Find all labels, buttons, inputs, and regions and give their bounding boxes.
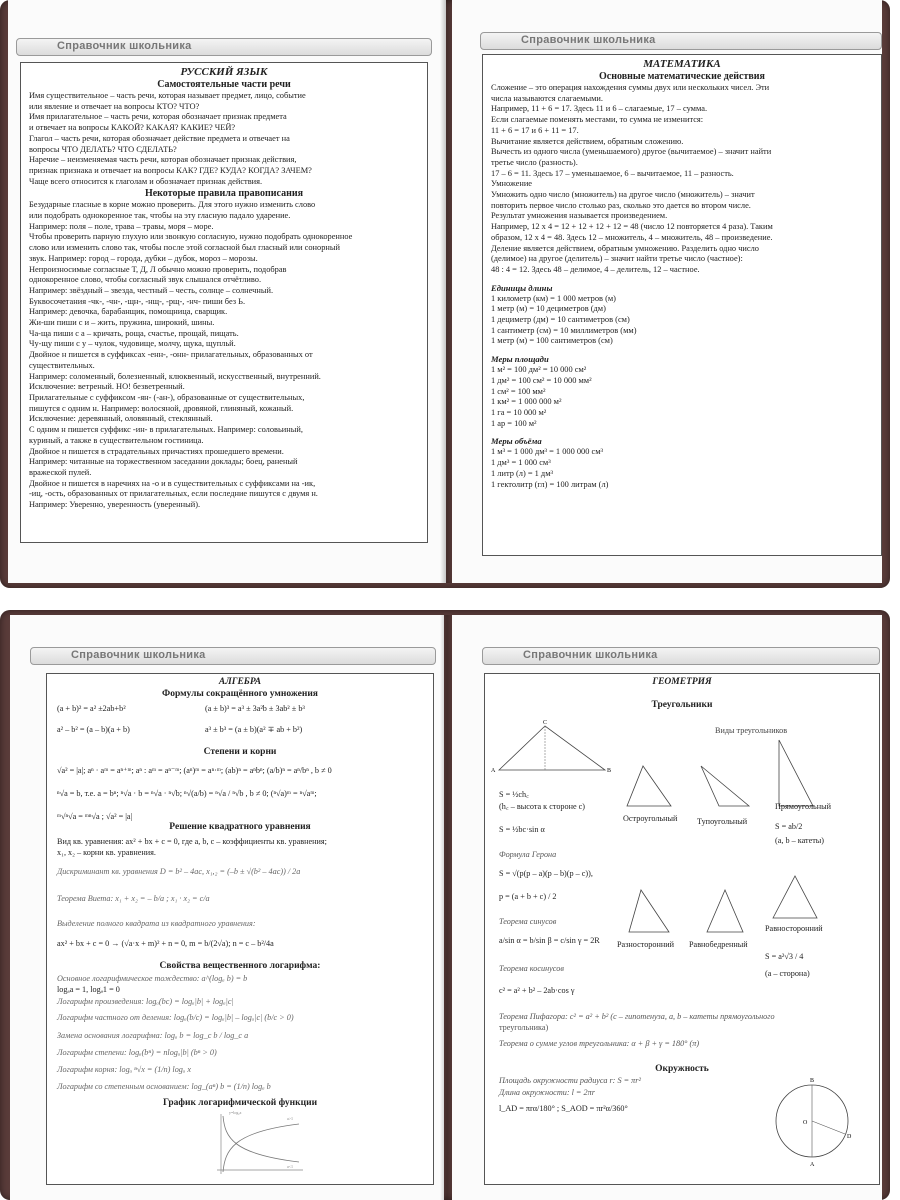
- russian-section: [20, 62, 428, 543]
- text-line: -иц, -ость, образованных от прилагательных, если последние пишутся с двумя н.: [29, 489, 318, 499]
- area-units: [483, 365, 881, 429]
- formula: l_AD = πrα/180° ; S_AOD = πr²α/360°: [499, 1104, 628, 1113]
- subsection-title: Окружность: [655, 1064, 709, 1074]
- triangle-type: Тупоугольный: [697, 817, 748, 826]
- text-line: Вычесть из одного числа (уменьшаемого) другое (вычитаемое) – значит найти: [491, 147, 772, 157]
- text-line: Безударные гласные в корне можно проверить. Для этого нужно изменить слово: [29, 200, 316, 210]
- formula: Дискриминант кв. уравнения D = b² – 4ac, x₁,₂ = (–b ± √(b² – 4ac)) / 2a: [57, 867, 301, 876]
- text-line: 1 гектолитр (гл) = 100 литрам (л): [491, 479, 609, 489]
- point-label: C: [543, 720, 548, 726]
- formula: Логарифм степени: logₐ(bⁿ) = nlogₐ|b| (bⁿ > 0): [57, 1048, 217, 1057]
- page-header: [482, 647, 880, 665]
- text-line: 1 сантиметр (см) = 10 миллиметров (мм): [491, 325, 637, 335]
- formula: Логарифм корня: logₐ ⁿ√x = (1/n) logₐ x: [57, 1065, 191, 1074]
- section-title: ГЕОМЕТРИЯ: [652, 677, 712, 687]
- text-line: 1 километр (км) = 1 000 метров (м): [491, 293, 616, 303]
- subsection-title: Некоторые правила правописания: [144, 188, 304, 200]
- section-title: МАТЕМАТИКА: [643, 58, 721, 70]
- header-text: Справочник школьника: [57, 40, 192, 52]
- formula: ax² + bx + c = 0 → (√a·x + m)² + n = 0, m = b/(2√a); n = c – b²/4a: [57, 939, 274, 948]
- text-line: куриный, а также в существительном гостиница.: [29, 435, 204, 445]
- formula-title: Формула Герона: [499, 850, 557, 859]
- point-label: A: [810, 1162, 815, 1168]
- formula: Площадь окружности радиуса r: S = πr²: [499, 1076, 641, 1085]
- subsection-title: Степени и корни: [203, 747, 277, 757]
- text-line: 1 литр (л) = 1 дм³: [491, 468, 554, 478]
- text-line: Чаще всего относится к глаголам и обозначает признак действия.: [29, 176, 263, 186]
- text-line: и отвечает на вопросы КАКОЙ? КАКАЯ? КАКИЕ? ЧЕЙ?: [29, 123, 236, 133]
- graph-label: a<1: [287, 1164, 294, 1169]
- formula: p = (a + b + c) / 2: [499, 892, 557, 901]
- text-line: Например: девочка, барабанщик, помощница, сварщик.: [29, 307, 228, 317]
- spread-bottom: [0, 610, 900, 1200]
- text-line: Двойное н пишется в наречиях на -о и в существительных с суффиксами на -ик,: [29, 478, 316, 488]
- page-math: [452, 0, 882, 583]
- point-label: A: [491, 768, 496, 774]
- text-line: образом, 12 х 4 = 48. Здесь 12 – множитель, 4 – множитель, 48 – произведение.: [491, 232, 773, 242]
- point-label: D: [847, 1134, 852, 1140]
- formula-title: Теорема косинусов: [499, 964, 564, 973]
- triangle-type: Равносторонний: [765, 924, 823, 933]
- text-line: Прилагательные с суффиксом -ян- (-ан-), образованные от существительных,: [29, 392, 305, 402]
- right-triangle: [775, 738, 815, 808]
- text-line: Деление является действием, обратным умножению. Разделить одно число: [491, 243, 759, 253]
- page-header: [30, 647, 436, 665]
- text-line: или явление и отвечает на вопросы КТО? ЧТО?: [29, 101, 200, 111]
- text-line: Вычитание является действием, обратным сложению.: [491, 136, 684, 146]
- subsection-title: Свойства вещественного логарифма:: [159, 961, 321, 971]
- formula: S = ab/2: [775, 822, 803, 831]
- formula: Замена основания логарифма: logₐ b = log_c b / log_c a: [57, 1031, 249, 1040]
- formula: Логарифм частного от деления: logₐ(b/c) = logₐ|b| – logₐ|c| (b/c > 0): [57, 1013, 294, 1022]
- text-line: однокоренное слово, чтобы согласный звук слышался отчётливо.: [29, 275, 262, 285]
- math-operations: [483, 83, 881, 276]
- formula: Логарифм произведения: logₐ(bc) = logₐ|b| + logₐ|c|: [57, 997, 234, 1006]
- text-line: Умножить одно число (множитель) на другое число (множитель) – значит: [491, 190, 755, 200]
- page-header: [16, 38, 432, 56]
- text-line: Если слагаемые поменять местами, то сумма не изменится:: [491, 115, 704, 125]
- formula: Вид кв. уравнения: ax² + bx + c = 0, где a, b, c – коэффициенты кв. уравнения;: [57, 837, 327, 846]
- text-line: Глагол – часть речи, которая обозначает действие предмета и отвечает на: [29, 133, 290, 143]
- text-line: (делимое) на другое (делитель) – значит найти третье число (частное):: [491, 254, 743, 264]
- subsection-title: Решение квадратного уравнения: [169, 822, 311, 832]
- text-line: Результат умножения называется произведением.: [491, 211, 668, 221]
- text-line: 1 см² = 100 мм²: [491, 386, 546, 396]
- formula: (h꜀ – высота к стороне c): [499, 802, 586, 811]
- isosceles-triangle: [705, 888, 745, 934]
- text-line: Чу-щу пиши с у – чулок, чудовище, молчу, щука, щупльй.: [29, 339, 236, 349]
- text-line: Например: поля – поле, трава – травы, моря – море.: [29, 221, 214, 231]
- text-line: Жи-ши пиши с и – жить, пружина, широкий, шины.: [29, 318, 215, 328]
- text-line: 1 дм³ = 1 000 см³: [491, 458, 551, 468]
- formula-note: (a, b – катеты): [775, 836, 825, 845]
- point-label: B: [810, 1078, 815, 1084]
- text-line: Двойное н пишется в суффиксах -енн-, -онн- прилагательных, образованных от: [29, 350, 313, 360]
- formula-note: (a – сторона): [765, 969, 810, 978]
- text-line: Наречие – неизменяемая часть речи, которая обозначает признак действия,: [29, 155, 297, 165]
- point-label: B: [607, 768, 612, 774]
- formula: logₐa = 1, logₐ1 = 0: [57, 985, 120, 994]
- text-line: Например: читанные на торжественном заседании доклады; боец, раненый: [29, 457, 298, 467]
- formula: √a² = |a|; aⁿ · aᵐ = aⁿ⁺ᵐ; aⁿ : aᵐ = aⁿ⁻ᵐ; (aⁿ)ᵐ = aⁿ·ᵐ; (ab)ⁿ = aⁿbⁿ; (a/b)ⁿ = aⁿ/bⁿ , b ≠ 0: [57, 766, 332, 775]
- text-line: 1 га = 10 000 м²: [491, 407, 547, 417]
- length-title: Единицы длины: [491, 282, 553, 293]
- page-geometry: [452, 615, 882, 1200]
- geometry-section: [484, 673, 880, 1185]
- formula: a³ ± b³ = (a ± b)(a² ∓ ab + b²): [205, 725, 303, 734]
- formula: Логарифм со степенным основанием: log_(aⁿ) b = (1/n) logₐ b: [57, 1082, 271, 1091]
- russian-spelling-rules: [21, 200, 427, 510]
- subsection-title: График логарифмической функции: [162, 1098, 318, 1108]
- volume-title: Меры объёма: [491, 436, 542, 447]
- formula: Теорема Пифагора: c² = a² + b² (c – гипотенуза, a, b – катеты прямоугольного: [499, 1012, 775, 1021]
- text-line: 1 км² = 1 000 000 м²: [491, 397, 562, 407]
- header-text: Справочник школьника: [521, 34, 656, 46]
- formula: (a ± b)³ = a³ ± 3a²b ± 3ab² ± b³: [205, 704, 305, 713]
- page-algebra: [10, 615, 444, 1200]
- volume-units: [483, 447, 881, 490]
- formula: Основное логарифмическое тождество: a^(logₐ b) = b: [57, 974, 248, 983]
- text-line: слово или изменить слово так, чтобы после этой согласной был гласный или сонорный: [29, 243, 340, 253]
- subsection-title: Треугольники: [651, 700, 713, 710]
- text-line: 1 м³ = 1 000 дм³ = 1 000 000 см³: [491, 447, 604, 457]
- formula: a/sin α = b/sin β = c/sin γ = 2R: [499, 936, 600, 945]
- text-line: 17 – 6 = 11. Здесь 17 – уменьшаемое, 6 – вычитаемое, 11 – разность.: [491, 168, 734, 178]
- text-line: существительных.: [29, 360, 95, 370]
- formula: (a + b)² = a² ±2ab+b²: [57, 704, 126, 713]
- formula: Теорема о сумме углов треугольника: α + β + γ = 180° (π): [499, 1039, 700, 1048]
- text-line: пишутся с одним н. Например: волосяной, дровяной, глиняный, кожаный.: [29, 403, 294, 413]
- text-line: повторить первое число столько раз, сколько это дается во втором числе.: [491, 200, 751, 210]
- text-line: Буквосочетания -чк-, -чн-, -щн-, -нщ-, -рщ-, -нч- пиши без Ь.: [29, 296, 246, 306]
- russian-parts-of-speech: [21, 91, 427, 187]
- formula: S = ½ch꜀: [499, 790, 529, 799]
- equilateral-triangle: [771, 874, 819, 920]
- text-line: или подобрать однокоренное так, чтобы на эту гласную падало ударение.: [29, 211, 291, 221]
- scalene-triangle: [627, 888, 671, 934]
- formula: x₁, x₂ – корни кв. уравнения.: [57, 848, 156, 857]
- area-title: Меры площади: [491, 354, 549, 365]
- log-graph: [207, 1110, 307, 1174]
- text-line: вопросы ЧТО ДЕЛАТЬ? ЧТО СДЕЛАТЬ?: [29, 144, 177, 154]
- acute-triangle: [625, 764, 673, 808]
- text-line: признак признака и отвечает на вопросы КАК? ГДЕ? КУДА? КОГДА? ЗАЧЕМ?: [29, 165, 312, 175]
- text-line: Например: соломенный, болезненный, клюквенный, искусственный, внутренний.: [29, 371, 321, 381]
- text-line: С одним н пишется суффикс -ин- в прилагательных. Например: соловьиный,: [29, 425, 303, 435]
- formula: Теорема Виета: x₁ + x₂ = – b/a ; x₁ · x₂ = c/a: [57, 894, 210, 903]
- triangle-type: Разносторонний: [617, 940, 675, 949]
- obtuse-triangle: [699, 764, 751, 808]
- text-line: 1 метр (м) = 100 сантиметров (см): [491, 336, 613, 346]
- page-russian: [8, 0, 446, 583]
- text-line: вражеской пулей.: [29, 467, 92, 477]
- text-line: Двойное н пишется в страдательных причастиях прошедшего времени.: [29, 446, 284, 456]
- text-line: Сложение – это операция нахождения суммы двух или нескольких чисел. Эти: [491, 83, 770, 92]
- text-line: третье число (разность).: [491, 157, 578, 167]
- section-title: АЛГЕБРА: [218, 677, 262, 687]
- text-line: 1 ар = 100 м²: [491, 418, 537, 428]
- text-line: числа называются слагаемыми.: [491, 93, 603, 103]
- formula: Выделение полного квадрата из квадратного уравнения:: [57, 919, 256, 928]
- text-line: Имя прилагательное – часть речи, которая обозначает признак предмета: [29, 112, 287, 122]
- length-units: [483, 294, 881, 348]
- page-header: [480, 32, 882, 50]
- text-line: 11 + 6 = 17 и 6 + 11 = 17.: [491, 125, 579, 135]
- formula: S = a²√3 / 4: [765, 952, 804, 961]
- text-line: Ча-ща пиши с а – кричать, роща, счастье, прощай, пищать.: [29, 328, 239, 338]
- text-line: 1 дм² = 100 см² = 10 000 мм²: [491, 375, 592, 385]
- subsection-title: Самостоятельные части речи: [157, 79, 291, 90]
- text-line: Чтобы проверить парную глухую или звонкую согласную, нужно подобрать однокоренное: [29, 232, 353, 242]
- text-line: Исключение: деревянный, оловянный, стеклянный.: [29, 414, 213, 424]
- formula: ⁿ√a = b, т.е. a = bⁿ; ⁿ√a · b = ⁿ√a · ⁿ√b; ⁿ√(a/b) = ⁿ√a / ⁿ√b , b ≠ 0; (ⁿ√a)ᵐ = ⁿ√aᵐ;: [57, 789, 317, 798]
- text-line: 1 м² = 100 дм² = 10 000 см²: [491, 365, 587, 375]
- graph-label: a>1: [287, 1116, 294, 1121]
- text-line: звук. Например: город – города, дубки – дубок, мороз – морозы.: [29, 253, 258, 263]
- triangle-type: Прямоугольный: [775, 802, 832, 811]
- text-line: 1 метр (м) = 10 дециметров (дм): [491, 304, 606, 314]
- text-line: Умножение: [491, 179, 533, 189]
- header-text: Справочник школьника: [71, 649, 206, 661]
- formula: a² – b² = (a – b)(a + b): [57, 725, 130, 734]
- triangle-diagram: [491, 720, 612, 774]
- triangle-type: Равнобедренный: [689, 940, 748, 949]
- triangle-type: Остроугольный: [623, 814, 678, 823]
- formula-title: Теорема синусов: [499, 917, 557, 926]
- text-line: Например, 12 х 4 = 12 + 12 + 12 + 12 = 48 (число 12 повторяется 4 раза). Таким: [491, 222, 773, 232]
- point-label: O: [803, 1120, 808, 1126]
- text-line: Непроизносимые согласные Т, Д, Л обычно можно проверить, подобрав: [29, 264, 287, 274]
- graph-label: y=logₐx: [229, 1110, 242, 1115]
- formula: S = √(p(p – a)(p – b)(p – c)),: [499, 869, 593, 878]
- section-title: РУССКИЙ ЯЗЫК: [180, 66, 268, 78]
- text-line: Например: Уверенно, уверенность (уверенный).: [29, 500, 201, 510]
- text-line: 48 : 4 = 12. Здесь 48 – делимое, 4 – делитель, 12 – частное.: [491, 264, 700, 274]
- formula: Длина окружности: l = 2πr: [499, 1088, 595, 1097]
- algebra-section: [46, 673, 434, 1185]
- spread-top: [0, 0, 900, 590]
- text-line: Например, 11 + 6 = 17. Здесь 11 и 6 – слагаемые, 17 – сумма.: [491, 104, 708, 114]
- kinds-title: Виды треугольников: [715, 726, 788, 735]
- formula: треугольника): [499, 1023, 549, 1032]
- formula: S = ½bc·sin α: [499, 825, 545, 834]
- subsection-title: Основные математические действия: [599, 71, 765, 82]
- formula: ᵐ√ⁿ√a = ᵐⁿ√a ; √a² = |a|: [57, 812, 133, 821]
- math-section: [482, 54, 882, 556]
- text-line: Исключение: ветреный. НО! безветренный.: [29, 382, 185, 392]
- formula: c² = a² + b² – 2ab·cos γ: [499, 986, 575, 995]
- subsection-title: Формулы сокращённого умножения: [162, 689, 318, 699]
- header-text: Справочник школьника: [523, 649, 658, 661]
- text-line: Имя существительное – часть речи, которая называет предмет, лицо, событие: [29, 91, 306, 100]
- text-line: 1 дециметр (дм) = 10 сантиметров (см): [491, 315, 630, 325]
- circle-diagram: [767, 1076, 857, 1166]
- text-line: Например: звёздный – звезда, честный – честь, солнце – солнечный.: [29, 285, 274, 295]
